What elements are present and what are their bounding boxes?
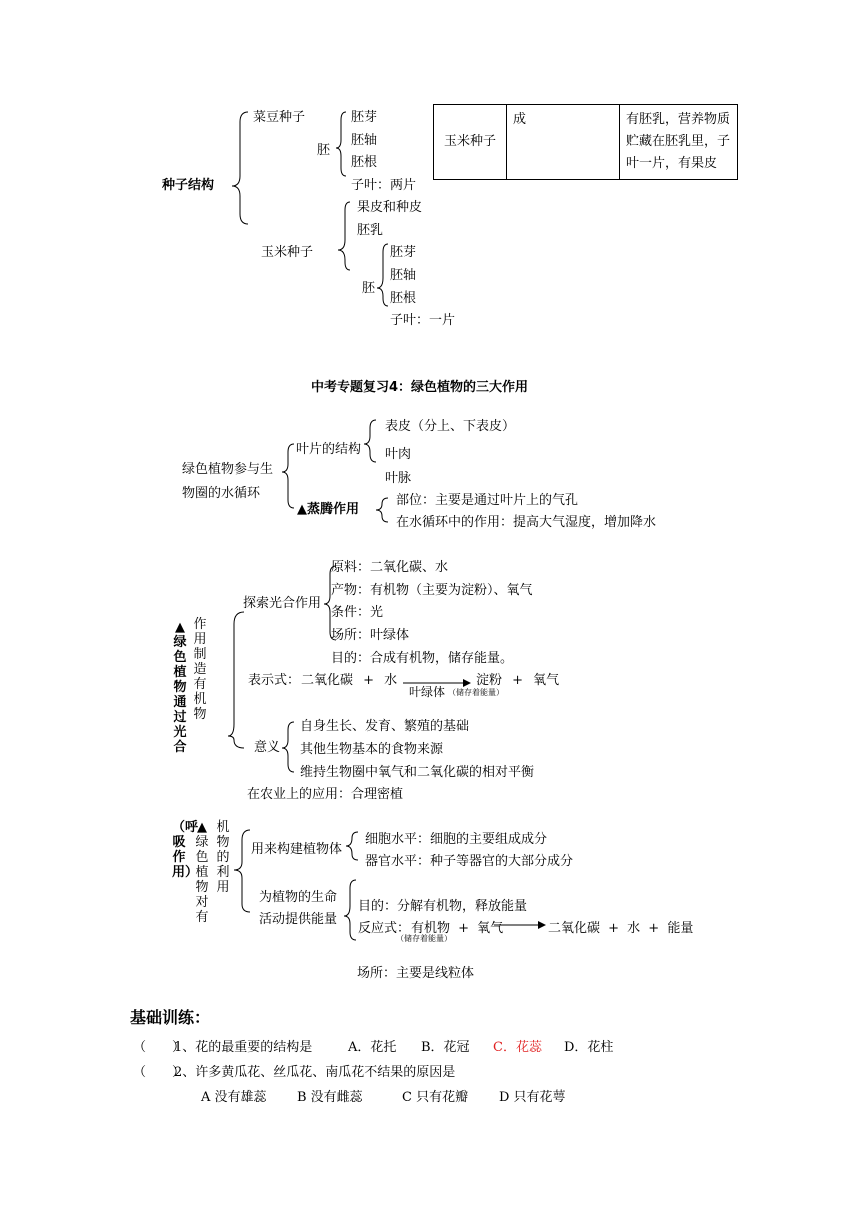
corn-embryo-label: 胚 [362,281,376,296]
meaning-growth: 自身生长、发育、繁殖的基础 [300,719,470,734]
q1-stem: 1、花的最重要的结构是 [174,1040,313,1055]
bean-plumule: 胚芽 [351,110,378,125]
explore-place: 场所：叶绿体 [331,628,410,643]
seed-structure-label: 种子结构 [162,178,215,193]
formula-label: 表示式： [248,673,301,688]
table-cell-desc: 有胚乳，营养物质贮藏在胚乳里，子叶一片，有果皮 [620,105,738,180]
respiration-side-label-3: 机物的利用 [216,820,230,895]
resp-formula-note: （储存着能量） [396,934,452,943]
resp-formula-label: 反应式： [358,921,411,936]
leaf-epidermis: 表皮（分上、下表皮） [385,419,516,434]
photosynthesis-side-label-2: 作用制造有机物 [193,617,207,722]
meaning-label: 意义 [254,740,281,755]
agriculture-use: 在农业上的应用：合理密植 [247,787,404,802]
explore-condition: 条件：光 [331,605,384,620]
transpiration-role: 在水循环中的作用：提高大气湿度，增加降水 [396,515,657,530]
q2-option-a: A 没有雄蕊 [201,1090,267,1105]
energy-label-1: 为植物的生命 [259,890,338,905]
transpiration-label: ▲蒸腾作用 [297,502,359,517]
q1-option-b: B．花冠 [421,1040,470,1055]
explore-product: 产物：有机物（主要为淀粉）、氧气 [331,583,533,598]
photosynthesis-side-label: ▲绿色植物通过光合 [173,620,187,755]
leaf-vein: 叶脉 [385,471,412,486]
table-row [434,105,738,180]
formula-right: 淀粉 + 氧气 [476,673,560,688]
q1-paren: （ ） [133,1040,186,1055]
water-cycle-label: 绿色植物参与生物圈的水循环 [182,462,274,501]
table-cell-name: 玉米种子 [434,105,507,180]
transpiration-site: 部位：主要是通过叶片上的气孔 [396,493,579,508]
respiration-side-label: （呼吸作用） [172,820,199,880]
explore-label: 探索光合作用 [243,596,322,611]
corn-radicle: 胚根 [390,291,417,306]
resp-purpose: 目的：分解有机物，释放能量 [358,899,528,914]
corn-seed-label: 玉米种子 [261,245,314,260]
formula-condition: 叶绿体 [409,685,446,699]
corn-coat: 果皮和种皮 [357,200,423,215]
q1-option-c-answer: C．花蕊 [493,1040,542,1055]
q1-option-d: D．花柱 [564,1040,614,1055]
corn-plumule: 胚芽 [390,245,417,260]
corn-cotyledon: 子叶：一片 [390,313,456,328]
table-cell-mid: 成 [507,105,620,180]
resp-formula-left: 有机物 + 氧气 [411,921,504,936]
bean-seed-label: 菜豆种子 [253,110,306,125]
build-organ-level: 器官水平：种子等器官的大部分成分 [365,854,574,869]
q2-option-c: C 只有花瓣 [402,1090,469,1105]
bean-radicle: 胚根 [351,155,378,170]
bean-hypocotyl: 胚轴 [351,133,378,148]
section-title: 中考专题复习4：绿色植物的三大作用 [311,380,529,395]
resp-formula-right: 二氧化碳 + 水 + 能量 [548,921,694,936]
meaning-balance: 维持生物圈中氧气和二氧化碳的相对平衡 [300,765,535,780]
q2-paren: （ ） [133,1065,186,1080]
formula-note: （储存着能量） [448,688,504,697]
explore-purpose: 目的：合成有机物，储存能量。 [331,651,514,666]
bean-embryo-label: 胚 [317,143,331,158]
explore-material: 原料：二氧化碳、水 [331,560,449,575]
corn-endosperm: 胚乳 [357,223,384,238]
respiration-side-label-2: ▲绿色植物对有 [195,820,209,925]
q2-stem: 2、许多黄瓜花、丝瓜花、南瓜花不结果的原因是 [174,1065,456,1080]
corn-seed-table [433,104,738,180]
q2-option-b: B 没有雌蕊 [297,1090,363,1105]
corn-hypocotyl: 胚轴 [390,268,417,283]
bean-cotyledon: 子叶：两片 [351,178,417,193]
meaning-food: 其他生物基本的食物来源 [300,742,444,757]
formula-left: 二氧化碳 + 水 [301,673,398,688]
energy-label-2: 活动提供能量 [259,912,338,927]
resp-place: 场所：主要是线粒体 [357,966,475,981]
q2-option-d: D 只有花萼 [499,1090,566,1105]
leaf-mesophyll: 叶肉 [385,447,412,462]
build-cell-level: 细胞水平：细胞的主要组成成分 [365,832,548,847]
q1-option-a: A．花托 [348,1040,397,1055]
build-label: 用来构建植物体 [251,842,343,857]
leaf-structure-label: 叶片的结构 [296,442,362,457]
training-heading: 基础训练： [130,1008,211,1027]
